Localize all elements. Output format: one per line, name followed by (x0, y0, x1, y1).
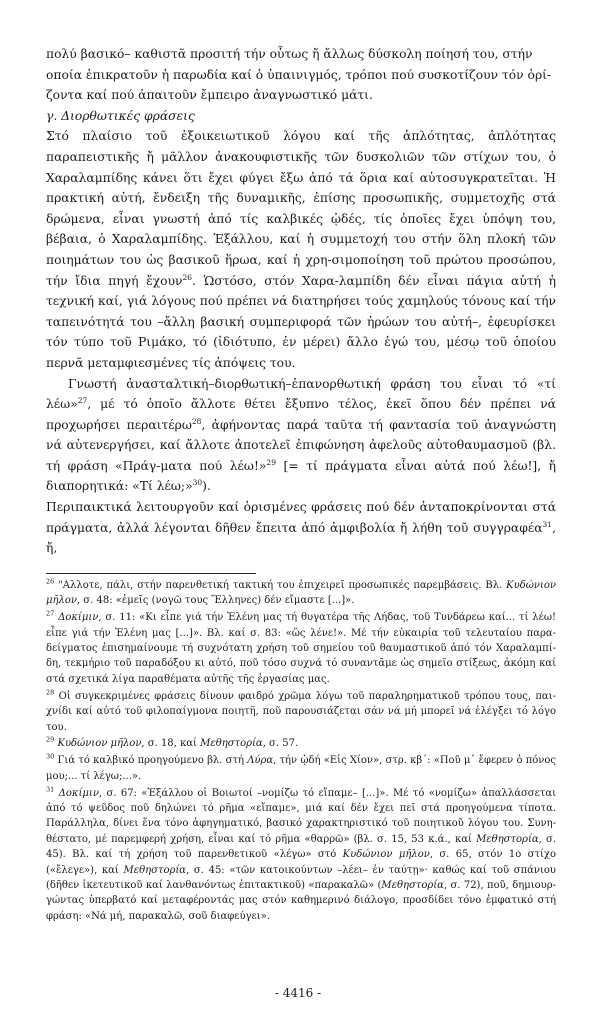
footnote-ref[interactable]: 27 (77, 396, 88, 405)
footnotes (46, 578, 556, 924)
footnote-ref[interactable]: 26 (182, 272, 193, 282)
book-title: Μεθηστορία (476, 833, 539, 845)
footnote-31 (46, 786, 556, 925)
text: , σ. 57. (262, 738, 299, 750)
body-line: πολύ βασικό– καθιστᾶ προσιτή τήν οὗτως ἤ ἄλλως δύσκολη ποίησή του, στήν (46, 47, 533, 61)
paragraph (46, 126, 556, 373)
footnote-27 (46, 610, 556, 687)
footnote-number: 28 (46, 688, 55, 697)
text: Γιά τό καλβικό προηγούμενο βλ. στή (54, 755, 248, 767)
footnote-29 (46, 736, 556, 751)
footnote-ref[interactable]: 29 (266, 457, 276, 467)
footnote-number: 29 (46, 736, 55, 745)
footnote-ref[interactable]: 28 (191, 416, 202, 426)
text: , σ. 72), ποῦ, δημιουρ-γώντας ὑπερβατό καί μεταφέροντάς μας στόν καθημερινό διάλογο, προσδίδει τόνο ἐμφατικό στή φράση: «Νά μή, παρακαλῶ, σοῦ διαφεύγει». (46, 880, 557, 922)
body-line: ζοντα καί πού ἀπαιτοῦν ἔμπειρο ἀναγνωστικό μάτι. (46, 88, 373, 103)
text: , σ. 45). Βλ. καί τή χρήση τοῦ παρενθετικοῦ «λέγω» στό (46, 833, 556, 861)
paragraph (46, 374, 556, 498)
text: Οἱ συγκεκριμένες φράσεις δίνουν φαιδρό χρῶμα λόγω τοῦ παραληρηματικοῦ τρόπου τους, παι-χνίδι καί αὐτό τοῦ φιλοπαίγμονα ποιητῆ, ποῦ παρουσιάζεται σάν νά μή μπορεῖ νά ἐλέγξει τό λόγο του. (46, 690, 556, 733)
text: , σ. 48: «ἐμεῖς (νογῶ τους Ἕλληνες) δέν εἴμαστε [...]». (76, 595, 355, 607)
text: , μέ τό ὁποῖο ἄλλοτε θέτει ἔξυπνο τέλος, ἐκεῖ ὅπου δέν πρέπει νά προχωρήσει περαιτέρω (46, 397, 556, 432)
book-title: Δοκίμιν (58, 612, 99, 624)
book-title: Μεθηστορία (381, 880, 444, 892)
book-title: Δοκίμιν (58, 787, 99, 799)
paragraph (46, 497, 556, 559)
text: [= τί πράγματα εἶναι αὐτά πού λέω!], ἤ διαπορητικά: «Τί λέω;» (46, 458, 556, 494)
book-title: Μεθηστορία (200, 738, 263, 750)
text: ). (202, 479, 211, 494)
book-title: Λύρα (247, 755, 274, 767)
text: , σ. 18, καί (141, 738, 201, 750)
footnote-number: 26 (46, 577, 55, 586)
footnote-26 (46, 578, 556, 609)
text: Στό πλαίσιο τοῦ ἐξοικειωτικοῦ λόγου καί τῆς ἁπλότητας, ἁπλότητας παραπειστικῆς ἤ μᾶλλον ἀνακουφιστικῆς τῶν δυσκολιῶν τῶν στίχων του, ὁ Χαραλαμπίδης κάνει ὅτι ἔχει φύγει ἔξω ἀπό τά ὅρια καί αὐτοσυγκρατεῖται. Ἡ πρακτική αὐτή, ἔνδειξη τῆς δυναμικῆς, ἐπίσης προσωπικῆς, συμμετοχῆς στά δρώμενα, εἶναι γνωστή ἀπό τίς καλβικές ᾠδές, τίς ὁποῖες ἔχει ὑπόψη του, βέβαια, ὁ Χαραλαμπίδης. Ἐξάλλου, καί ἡ συμμετοχή του στήν ὅλη πλοκή τῶν ποιημάτων του ὡς βασικοῦ ἥρωα, καί ἡ χρη-σιμοποίηση τοῦ πρώτου προσώπου, τήν ἴδια πηγή ἔχουν (46, 129, 556, 288)
text: "Αλλοτε, πάλι, στήν παρενθετική τακτική του ἐπιχειρεῖ προσωπικές παρεμβάσεις. Βλ. (54, 579, 507, 591)
text: , σ. 45: «τῶν κατοικούντων –λέει– ἐν ταύτῃ»· καθώς καί τοῦ σπάνιου (δῆθεν ἱκετευτικοῦ καί λανθανόντως ἐπιτακτικοῦ) «παρακαλῶ» ( (46, 864, 556, 892)
page-number: - 4416 - (274, 986, 322, 1000)
section-heading: γ. Διορθωτικές φράσεις (46, 108, 195, 123)
text: , σ. 67: «Ἐξάλλου οἱ Βοιωτοί –νομίζω τό εἴπαμε– [...]». Μέ τό «νομίζω» ἀπαλλάσσεται ἀπό τό ψεῦδος ποῦ δηλώνει τό ρῆμα «εἴπαμε», μιά καί δέν ἔχει πεῖ στά προηγούμενα τίποτα. Παράλληλα, δίνει ἕνα τόνο ἀφηγηματικό, βασικό χαρακτηριστικό τοῦ ποιητικοῦ λόγου του. Συνη-θέστατο, μέ παρεμφερή χρήση, εἶναι καί τό ρῆμα «θαρρῶ» (βλ. σ. 15, 53 κ.ά., καί (46, 787, 556, 845)
footnote-30 (46, 753, 556, 784)
text: , ἤ, (46, 520, 556, 556)
footnote-28 (46, 689, 556, 735)
book-title: Κυδώνιον μῆλον (342, 849, 430, 861)
footnote-divider (46, 573, 256, 574)
text: , σ. 11: «Κι εἶπε γιά τήν Ἑλένη μας τή θυγατέρα τῆς Λήδας, τοῦ Τυνδάρεω καί... τί λέω! εἶπε γιά τήν Ἑλένη μας [...]». Βλ. καί σ. 83: «ὥς λένε!». Μέ τήν εὐκαιρία τοῦ τελευταίου παρα-δείγματος ἐπισημαίνουμε τή συχνότατη χρήση τοῦ σημείου τοῦ θαυμαστικοῦ ἀπό τόν Χαραλαμπί-δη, τεκμήριο τοῦ παραδόξου κι αὐτό, ποῦ τόσο συχνά τό συναντᾶμε ὡς σημεῖο στίξεως, ἀκόμη καί στά σχετικά λίγα παραθέματα αὐτῆς τῆς ἐργασίας μας. (46, 612, 556, 685)
book-title: Μεθηστορία (123, 864, 187, 876)
footnote-ref[interactable]: 31 (542, 519, 553, 529)
text: Γνωστή ἀνασταλτική–διορθωτική–ἐπανορθωτική φράση του εἶναι τό «τί λέω» (46, 376, 556, 412)
body-line: οποία ἐπικρατοῦν ἡ παρωδία καί ὁ ὑπαινιγμός, τρόποι πού συσκοτίζουν τόν ὁρί- (46, 67, 552, 82)
text: , ἀφήνοντας παρά ταῦτα τή φαντασία τοῦ ἀναγνώστη νά αὐτενεργήσει, καί ἄλλοτε ἀποτελεῖ ἐπιφώνηση ἀφελοῦς αὐτοθαυμασμοῦ (βλ. τή φράση «Πράγ-ματα πού λέω!» (46, 417, 556, 473)
text: Περιπαικτικά λειτουργοῦν καί ὁρισμένες φράσεις πού δέν ἀνταποκρίνονται στά πράγματα, ἀλλά λέγονται δῆθεν ἔπειτα ἀπό ἀμφιβολία ἤ λήθη τοῦ συγγραφέα (46, 500, 556, 535)
book-title: Κυδώνιον μῆλον (57, 738, 142, 750)
book-title: Κυδώνιον μῆλον (46, 579, 556, 607)
footnote-number: 27 (46, 609, 55, 618)
page-content (46, 44, 556, 926)
main-text (46, 44, 556, 559)
footnote-number: 30 (46, 752, 55, 761)
text: , σ. 65, στόν 1ο στίχο («ἔλεγε»), καί (46, 849, 556, 876)
text: . Ὡστόσο, στόν Χαρα-λαμπίδη δέν εἶναι πάγια αὐτή ἡ τεχνική καί, γιά λόγους πού πρέπει νά διατηρήσει τούς χαμηλούς τόνους καί τήν ταπεινότητά του –ἄλλη βασική συμπεριφορά τῶν ἡρώων του αὐτή–, ἐφευρίσκει τόν τύπο τοῦ Ριμάκο, τό (ἰδιότυπο, ἐν μέρει) ἄλλο ἐγώ του, μέσῳ τοῦ ὁποίου περνᾶ μεταμφιεσμένες τίς ἀπόψεις του. (46, 273, 557, 370)
footnote-ref[interactable]: 30 (192, 478, 203, 488)
footnote-number: 31 (46, 785, 55, 794)
text: , τήν ᾠδή «Εἰς Χίον», στρ. κβ΄: «Ποῦ μ᾽ ἔφερεν ὁ πόνος μου;... τί λέγω;...». (46, 755, 556, 782)
